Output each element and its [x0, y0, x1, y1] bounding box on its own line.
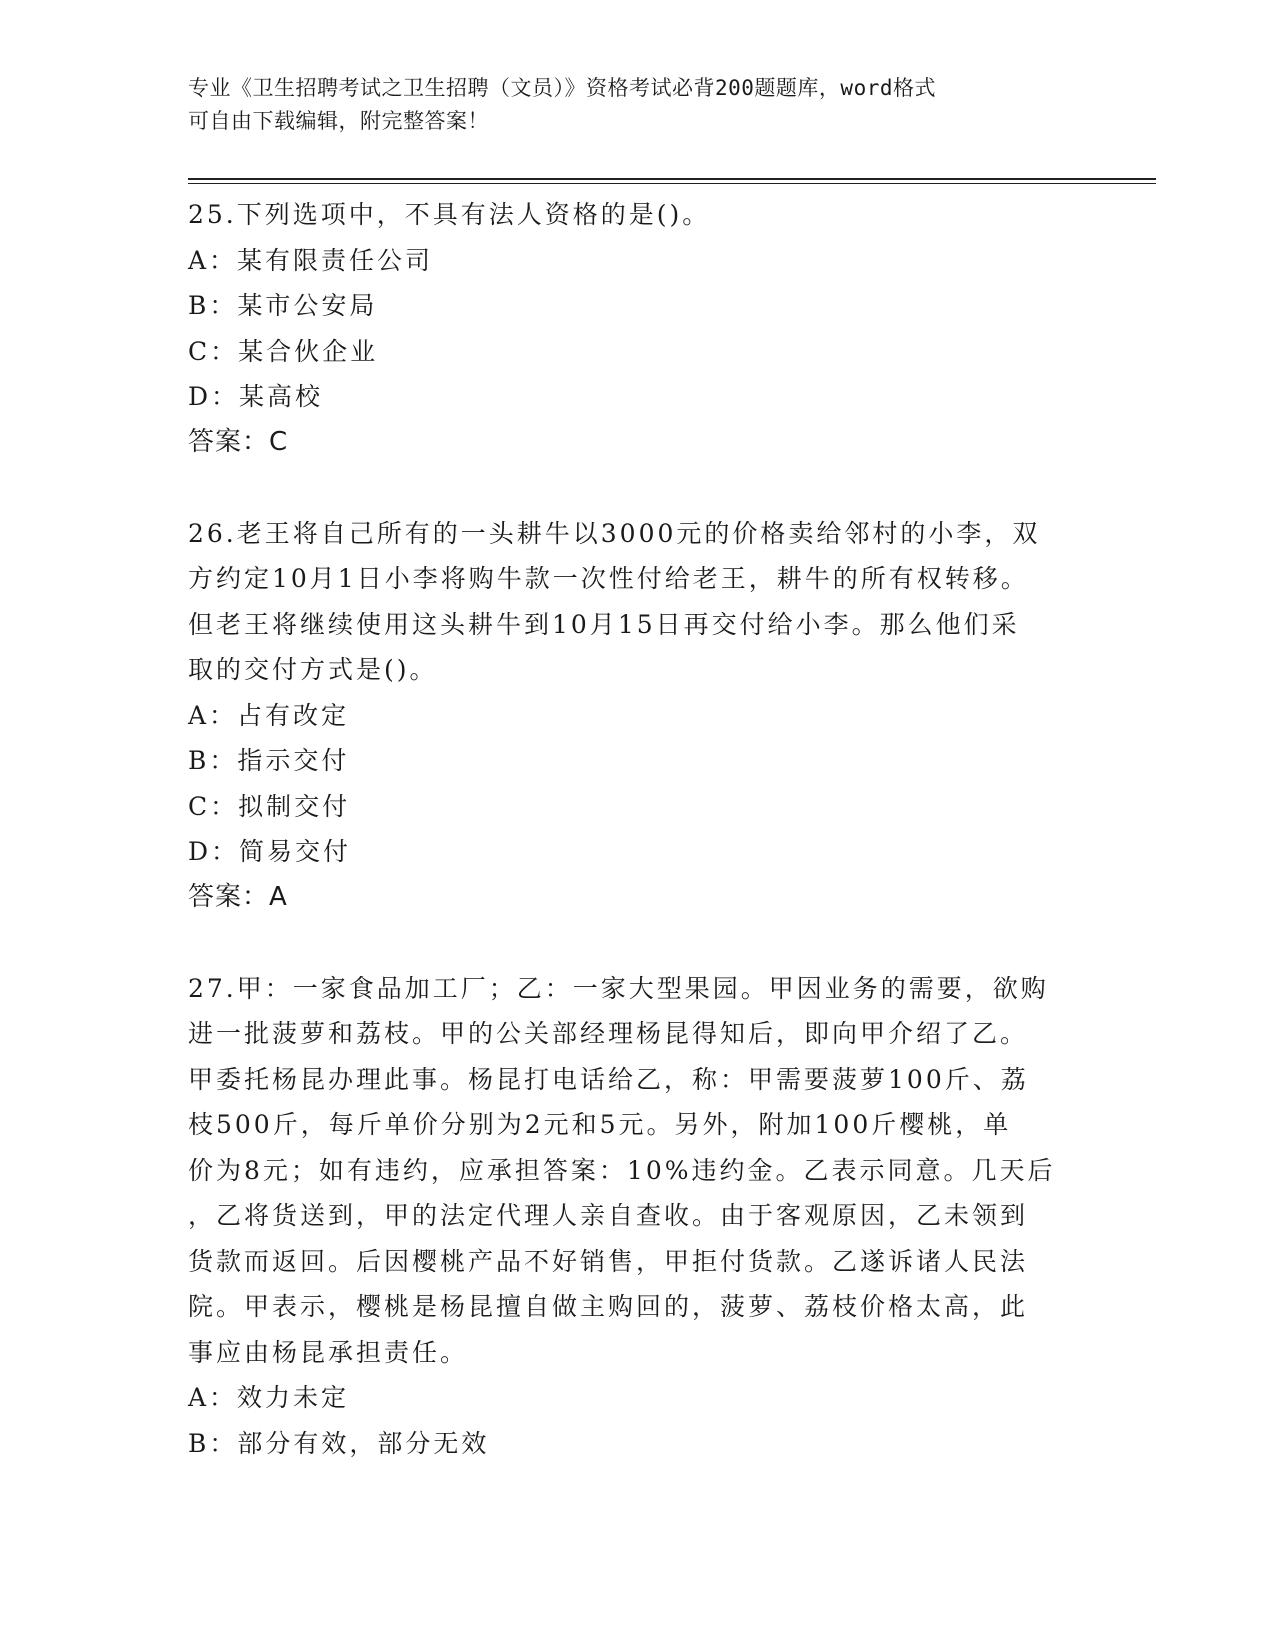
- option-d: D：简易交付: [188, 837, 352, 866]
- question-text: 枝500斤，每斤单价分别为2元和5元。另外，附加100斤樱桃，单: [188, 1110, 1012, 1139]
- question-text: 方约定10月1日小李将购牛款一次性付给老王，耕牛的所有权转移。: [188, 564, 1029, 593]
- question-text: 甲委托杨昆办理此事。杨昆打电话给乙，称：甲需要菠萝100斤、荔: [188, 1064, 1029, 1094]
- question-text: 26.老王将自己所有的一头耕牛以3000元的价格卖给邻村的小李，双: [188, 518, 1041, 548]
- question-block: [188, 511, 1088, 921]
- spacer: [188, 920, 1088, 966]
- header-line-2: 可自由下载编辑，附完整答案！: [188, 109, 489, 133]
- header-line-1: 专业《卫生招聘考试之卫生招聘（文员）》资格考试必背200题题库，word格式: [188, 76, 936, 100]
- option-a: A：占有改定: [188, 700, 350, 730]
- header-divider-thin: [188, 183, 1156, 184]
- question-text: ，乙将货送到，甲的法定代理人亲自查收。由于客观原因，乙未领到: [188, 1201, 1029, 1230]
- option-c: C：拟制交付: [188, 791, 351, 821]
- option-c: C：某合伙企业: [188, 336, 379, 366]
- question-block: [188, 192, 1088, 465]
- option-b: B：指示交付: [188, 746, 350, 775]
- question-text: 院。甲表示，樱桃是杨昆擅自做主购回的，菠萝、荔枝价格太高，此: [188, 1292, 1029, 1321]
- question-text: 事应由杨昆承担责任。: [188, 1337, 469, 1367]
- answer-text: 答案：C: [188, 426, 289, 457]
- document-header: [188, 72, 1088, 138]
- question-list: [188, 192, 1088, 1466]
- option-a: A：效力未定: [188, 1383, 350, 1412]
- spacer: [188, 465, 1088, 511]
- option-b: B：部分有效，部分无效: [188, 1428, 490, 1458]
- question-text: 进一批菠萝和荔枝。甲的公关部经理杨昆得知后，即向甲介绍了乙。: [188, 1019, 1029, 1048]
- answer-text: 答案：A: [188, 881, 288, 912]
- question-text: 价为8元；如有违约，应承担答案：10%违约金。乙表示同意。几天后: [188, 1155, 1056, 1185]
- question-text: 货款而返回。后因樱桃产品不好销售，甲拒付货款。乙遂诉诸人民法: [188, 1246, 1029, 1276]
- question-text: 27.甲：一家食品加工厂；乙：一家大型果园。甲因业务的需要，欲购: [188, 973, 1049, 1003]
- question-text: 取的交付方式是()。: [188, 655, 438, 684]
- option-d: D：某高校: [188, 382, 324, 411]
- option-b: B：某市公安局: [188, 291, 378, 320]
- question-text: 但老王将继续使用这头耕牛到10月15日再交付给小李。那么他们采: [188, 609, 1020, 639]
- option-a: A：某有限责任公司: [188, 245, 434, 275]
- question-text: 25.下列选项中，不具有法人资格的是()。: [188, 200, 711, 229]
- header-divider-thick: [188, 178, 1156, 180]
- question-block: [188, 966, 1088, 1467]
